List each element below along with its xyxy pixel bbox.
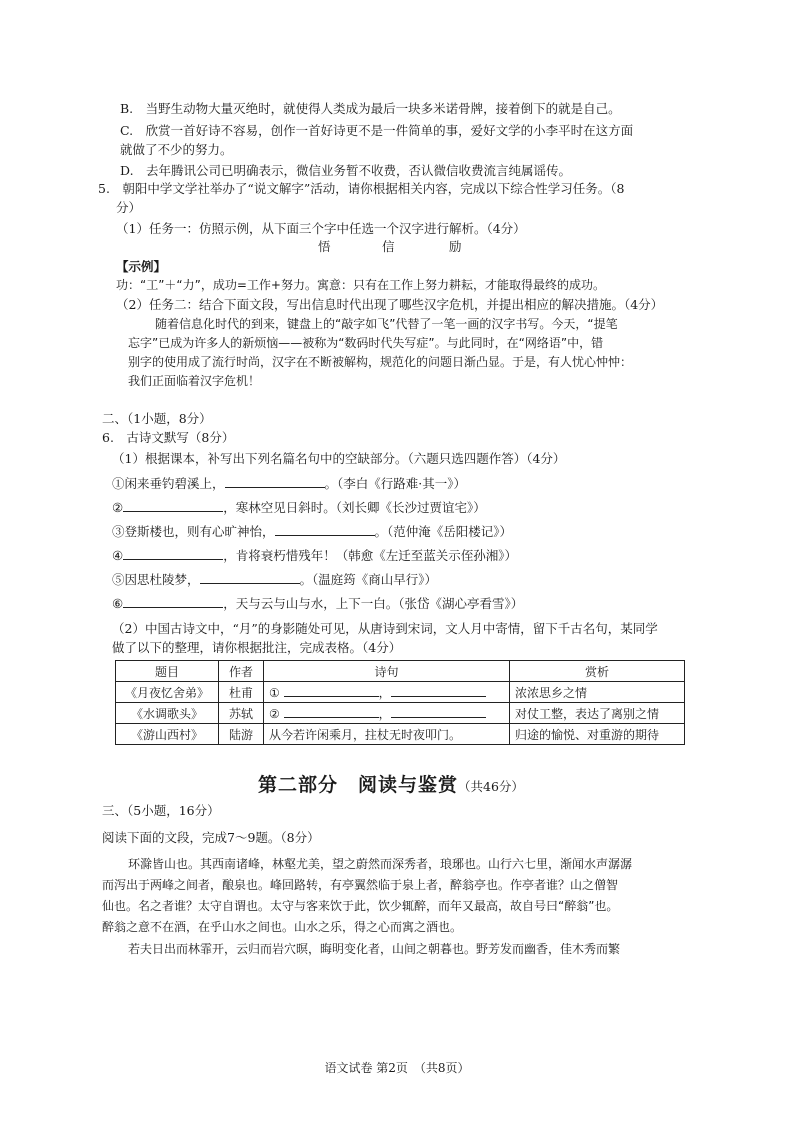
reading-line-5: 若夫日出而林霏开，云归而岩穴暝，晦明变化者，山间之朝暮也。野芳发而幽香，佳木秀而繁 — [128, 942, 621, 956]
q6-sub2-line2: 做了以下的整理，请你根据批注，完成表格。（4分） — [112, 640, 402, 655]
char-option-1: 悟 — [318, 239, 331, 254]
passage-line-4: 我们正面临着汉字危机！ — [128, 374, 261, 388]
table-row: 《月夜忆舍弟》 杜甫 ① ， 浓浓思乡之情 — [116, 682, 685, 703]
table-blank-2a[interactable] — [284, 704, 379, 718]
q6-stem: 6. 古诗文默写（8分） — [102, 430, 235, 445]
header-note: 赏析 — [510, 661, 685, 682]
reading-line-3: 仙也。名之者谁？太守自谓也。太守与客来饮于此，饮少辄醉，而年又最高，故自号曰“醉翁”也。 — [102, 899, 619, 913]
section-2-heading: 二、（1小题，8分） — [102, 411, 212, 426]
fill-item-5: ⑤因思杜陵梦， 。（温庭筠《商山早行》） — [112, 572, 438, 587]
q6-sub1: （1）根据课本，补写出下列名篇名句中的空缺部分。（六题只选四题作答）（4分） — [112, 451, 566, 466]
fill-item-1: ①闲来垂钓碧溪上， 。（李白《行路难·其一》） — [112, 476, 466, 491]
header-title: 题目 — [116, 661, 219, 682]
char-option-2: 信 — [382, 239, 395, 254]
table-blank-2b[interactable] — [391, 704, 486, 718]
reading-intro: 阅读下面的文段，完成7～9题。（8分） — [102, 830, 320, 845]
q5-stem-line2: 分） — [116, 200, 142, 215]
reading-line-4: 醉翁之意不在酒，在乎山水之间也。山水之乐，得之心而寓之酒也。 — [102, 920, 463, 934]
table-blank-1b[interactable] — [391, 683, 486, 697]
fill-item-3: ③登斯楼也，则有心旷神怡， 。（范仲淹《岳阳楼记》） — [112, 524, 513, 539]
section-3-heading: 三、（5小题，16分） — [102, 803, 220, 818]
answer-blank-2[interactable] — [123, 498, 223, 512]
answer-blank-1[interactable] — [225, 474, 325, 488]
moon-poem-table — [115, 660, 685, 745]
reading-line-1: 环滁皆山也。其西南诸峰，林壑尤美，望之蔚然而深秀者，琅琊也。山行六七里，渐闻水声潺潺 — [128, 857, 633, 871]
fill-item-4: ④ ，肯将衰朽惜残年！（韩愈《左迁至蓝关示侄孙湘》） — [112, 548, 517, 563]
table-row: 《游山西村》 陆游 从今若许闲乘月，拄杖无时夜叩门。 归途的愉悦、对重游的期待 — [116, 724, 685, 745]
q5-task1: （1）任务一：仿照示例，从下面三个字中任选一个汉字进行解析。（4分） — [116, 221, 526, 236]
reading-line-2: 而泻出于两峰之间者，酿泉也。峰回路转，有亭翼然临于泉上者，醉翁亭也。作亭者谁？山之僧智 — [102, 878, 619, 892]
q6-sub2-line1: （2）中国古诗文中，“月”的身影随处可见，从唐诗到宋词，文人月中寄情，留下千古名句，某同学 — [112, 621, 658, 636]
fill-item-2: ② ，寒林空见日斜时。（刘长卿《长沙过贾谊宅》） — [112, 500, 486, 515]
part-2-heading: 第二部分 阅读与鉴赏（共46分） — [258, 774, 524, 796]
option-c-line1: C. 欣赏一首好诗不容易，创作一首好诗更不是一件简单的事，爱好文学的小李平时在这方面 — [120, 123, 634, 138]
q5-stem-line1: 5. 朝阳中学文学社举办了“说文解字”活动，请你根据相关内容，完成以下综合性学习任务。（8 — [98, 181, 625, 196]
poem-cell-1: ① ， — [264, 682, 510, 703]
passage-line-2: 忘字”已成为许多人的新烦恼——被称为“数码时代失写症”。与此同时，在“网络语”中，错 — [128, 336, 604, 350]
table-header-row — [116, 661, 685, 682]
example-label: 【示例】 — [116, 259, 167, 274]
passage-line-1: 随着信息化时代的到来，键盘上的“敲字如飞”代替了一笔一画的汉字书写。今天，“提笔 — [155, 317, 618, 331]
page-footer: 语文试卷 第2页 （共8页） — [324, 1061, 470, 1075]
example-text: 功：“工”＋“力”，成功=工作+努力。寓意：只有在工作上努力耕耘，才能取得最终的成功。 — [116, 278, 605, 292]
option-d: D. 去年腾讯公司已明确表示，微信业务暂不收费，否认微信收费流言纯属谣传。 — [120, 163, 572, 178]
poem-cell-2: ② ， — [264, 703, 510, 724]
header-poem: 诗句 — [264, 661, 510, 682]
option-b: B. 当野生动物大量灭绝时，就使得人类成为最后一块多米诺骨牌，接着倒下的就是自己。 — [120, 101, 621, 116]
option-c-line2: 就做了不少的努力。 — [120, 142, 233, 157]
answer-blank-4[interactable] — [123, 546, 223, 560]
answer-blank-6[interactable] — [123, 594, 223, 608]
char-option-3: 励 — [449, 239, 462, 254]
answer-blank-3[interactable] — [275, 522, 375, 536]
header-author: 作者 — [219, 661, 264, 682]
passage-line-3: 别字的使用成了流行时尚，汉字在不断被解构，规范化的问题日渐凸显。于是，有人忧心忡忡： — [128, 355, 633, 369]
fill-item-6: ⑥ ，天与云与山与水，上下一白。（张岱《湖心亭看雪》） — [112, 596, 524, 611]
table-row: 《水调歌头》 苏轼 ② ， 对仗工整，表达了离别之情 — [116, 703, 685, 724]
table-blank-1a[interactable] — [284, 683, 379, 697]
answer-blank-5[interactable] — [200, 570, 300, 584]
q5-task2: （2）任务二：结合下面文段，写出信息时代出现了哪些汉字危机，并提出相应的解决措施。（4分） — [116, 297, 664, 312]
